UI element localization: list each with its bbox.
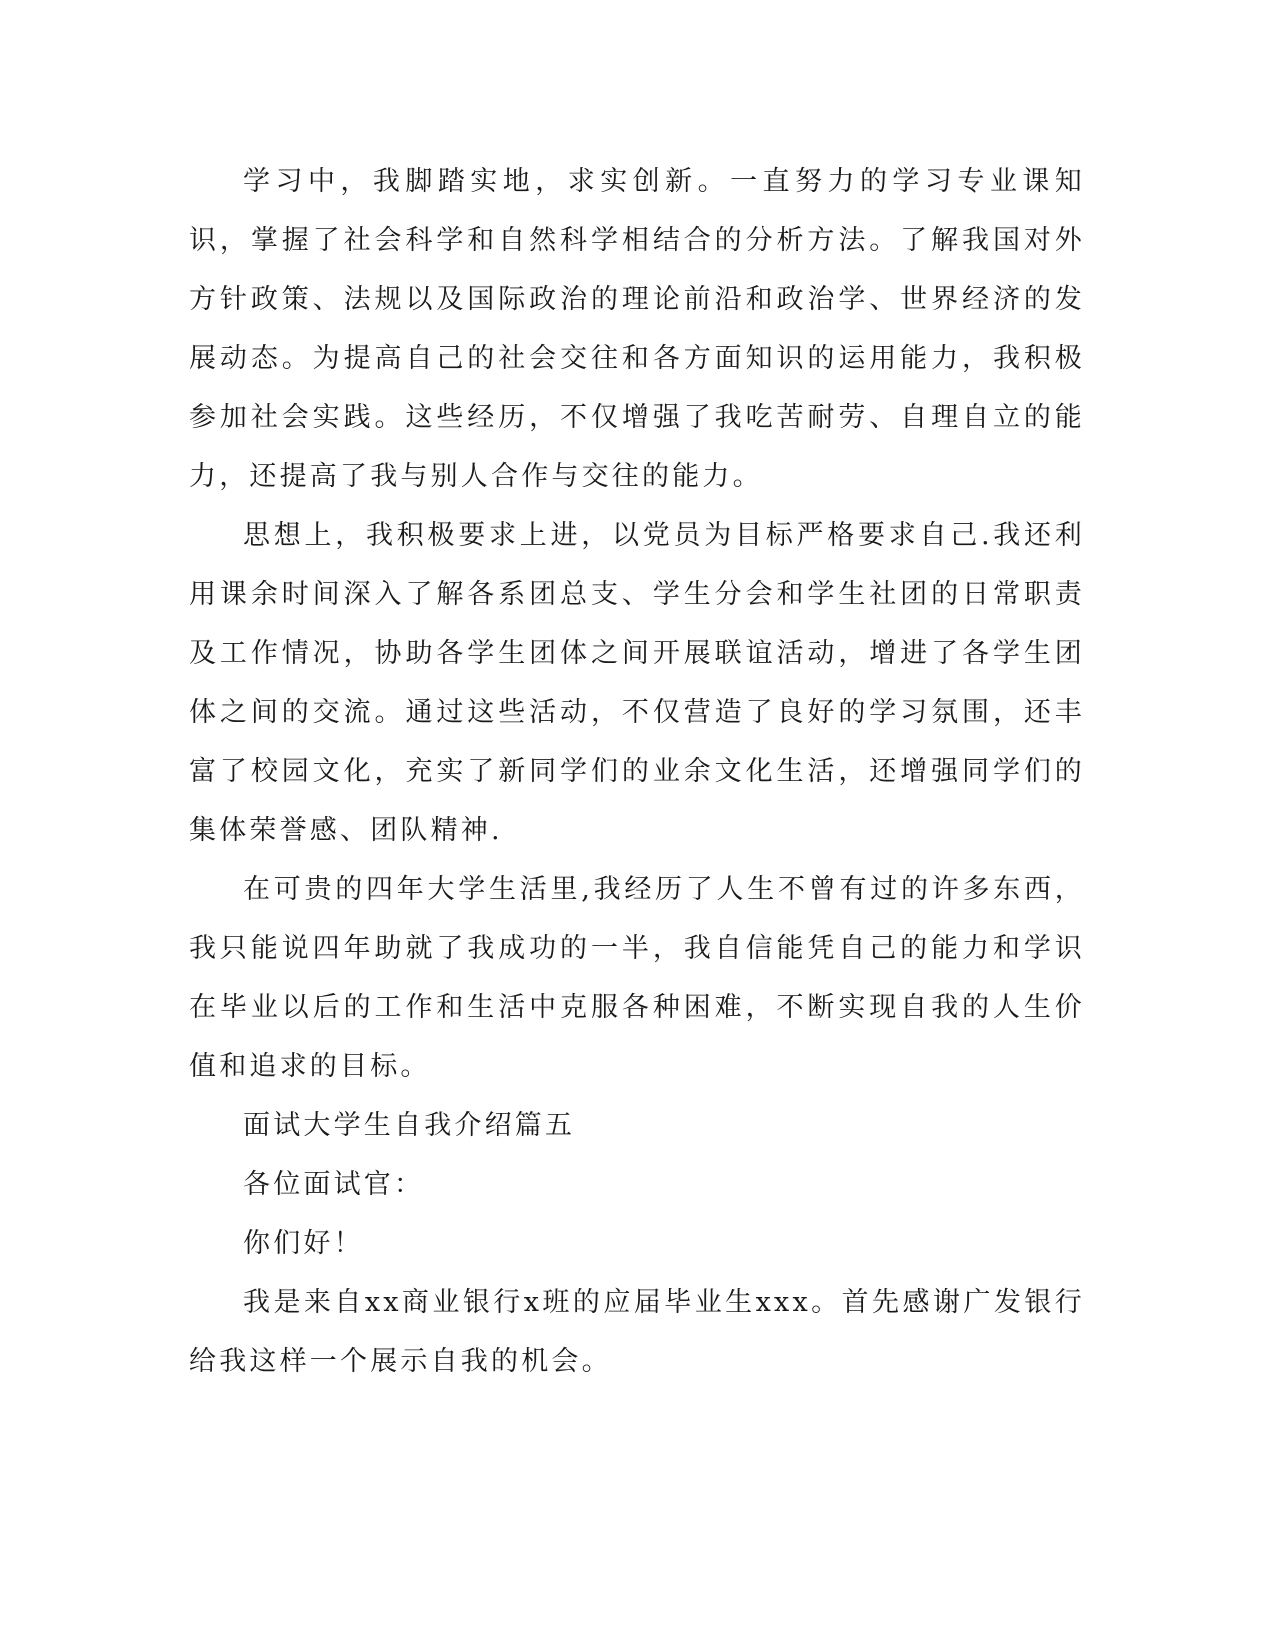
document-body bbox=[189, 152, 1085, 1391]
paragraph-study: 学习中，我脚踏实地，求实创新。一直努力的学习专业课知识，掌握了社会科学和自然科学相结合的分析方法。了解我国对外方针政策、法规以及国际政治的理论前沿和政治学、世界经济的发展动态。为提高自己的社会交往和各方面知识的运用能力，我积极参加社会实践。这些经历，不仅增强了我吃苦耐劳、自理自立的能力，还提高了我与别人合作与交往的能力。 bbox=[189, 166, 1085, 492]
paragraph-university-life: 在可贵的四年大学生活里,我经历了人生不曾有过的许多东西，我只能说四年助就了我成功的一半，我自信能凭自己的能力和学识在毕业以后的工作和生活中克服各种困难，不断实现自我的人生价值和追求的目标。 bbox=[189, 874, 1085, 1082]
paragraph-ideology: 思想上，我积极要求上进，以党员为目标严格要求自己.我还利用课余时间深入了解各系团总支、学生分会和学生社团的日常职责及工作情况，协助各学生团体之间开展联谊活动，增进了各学生团体之间的交流。通过这些活动，不仅营造了良好的学习氛围，还丰富了校园文化，充实了新同学们的业余文化生活，还增强同学们的集体荣誉感、团队精神. bbox=[189, 520, 1085, 846]
paragraph-introduction: 我是来自xx商业银行x班的应届毕业生xxx。首先感谢广发银行给我这样一个展示自我的机会。 bbox=[189, 1287, 1085, 1377]
greeting: 你们好！ bbox=[243, 1228, 364, 1259]
section-title: 面试大学生自我介绍篇五 bbox=[243, 1110, 576, 1141]
salutation: 各位面试官： bbox=[243, 1169, 425, 1200]
